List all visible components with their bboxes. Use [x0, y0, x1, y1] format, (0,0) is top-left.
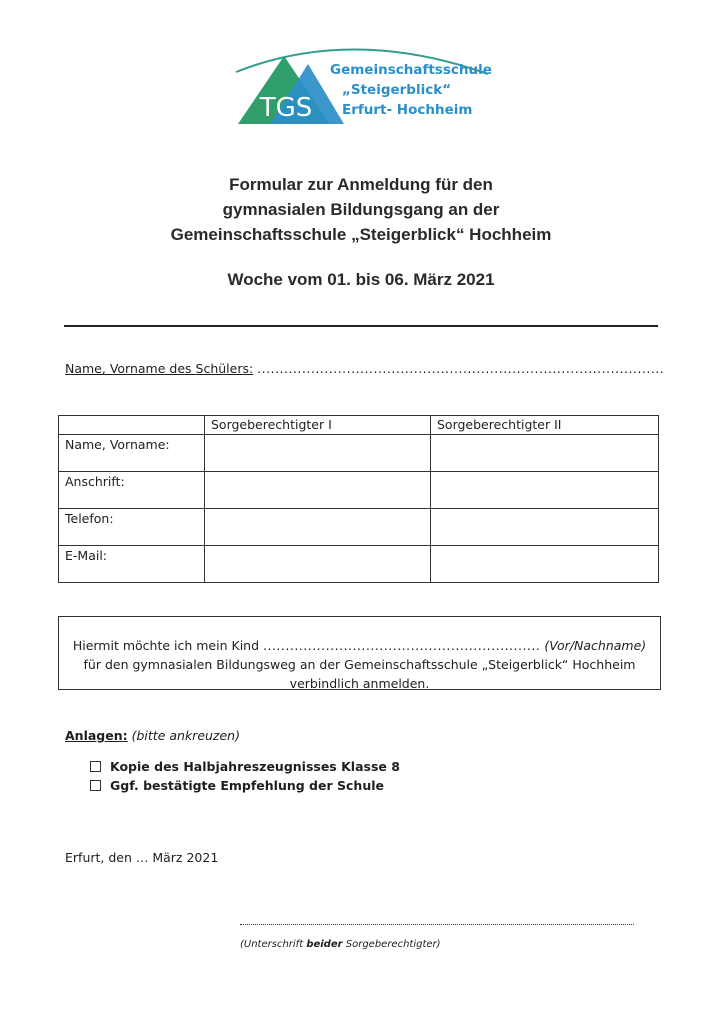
registration-line-1: [59, 636, 660, 655]
signature-caption-pre: (Unterschrift: [240, 939, 307, 950]
guardian-1-name-field[interactable]: [205, 435, 431, 472]
guardian-2-email-field[interactable]: [431, 546, 659, 583]
form-title-line1: Formular zur Anmeldung für den: [229, 175, 493, 194]
attachments-label: Anlagen:: [65, 728, 128, 743]
guardian-table: [58, 415, 659, 583]
row-label-address: Anschrift:: [59, 472, 205, 509]
attachments-heading: [65, 728, 240, 743]
logo-school-name: „Steigerblick“: [342, 82, 452, 98]
form-week: Woche vom 01. bis 06. März 2021: [227, 270, 495, 289]
guardian-2-address-field[interactable]: [431, 472, 659, 509]
guardian-2-name-field[interactable]: [431, 435, 659, 472]
form-title-line2: gymnasialen Bildungsgang an der: [222, 200, 500, 219]
student-name-row: [65, 361, 664, 376]
child-name-field[interactable]: ..............................................................: [263, 638, 541, 653]
child-name-hint: (Vor/Nachname): [540, 638, 647, 653]
guardian-1-phone-field[interactable]: [205, 509, 431, 546]
registration-statement-box: [58, 616, 661, 690]
registration-line-3: verbindlich anmelden.: [289, 676, 430, 691]
place-date: Erfurt, den … März 2021: [65, 850, 219, 865]
guardian-1-address-field[interactable]: [205, 472, 431, 509]
table-header-row: [59, 416, 659, 435]
signature-caption-bold: beider: [306, 939, 343, 950]
report-card-label: Kopie des Halbjahreszeugnisses Klasse 8: [110, 759, 400, 774]
logo-location: Erfurt- Hochheim: [342, 102, 473, 118]
recommendation-label: Ggf. bestätigte Empfehlung der Schule: [110, 778, 384, 793]
signature-caption-post: Sorgeberechtigter): [342, 939, 441, 950]
list-item: [90, 778, 384, 793]
signature-caption: [240, 939, 441, 950]
guardian-2-phone-field[interactable]: [431, 509, 659, 546]
logo-initials: TGS: [259, 93, 313, 123]
guardian-1-email-field[interactable]: [205, 546, 431, 583]
registration-intro: Hiermit möchte ich mein Kind: [72, 638, 263, 653]
row-label-phone: Telefon:: [59, 509, 205, 546]
title-divider: [64, 325, 658, 327]
recommendation-checkbox[interactable]: [90, 780, 101, 791]
signature-field[interactable]: [240, 924, 634, 925]
student-name-label: Name, Vorname des Schülers:: [65, 361, 254, 376]
table-row: [59, 546, 659, 583]
logo-school-type: Gemeinschaftsschule: [330, 62, 492, 78]
student-name-field[interactable]: ...........................................................................................: [257, 361, 665, 376]
table-corner-cell: [59, 416, 205, 435]
table-row: [59, 472, 659, 509]
report-card-checkbox[interactable]: [90, 761, 101, 772]
form-title-line3: Gemeinschaftsschule „Steigerblick“ Hochheim: [170, 225, 552, 244]
registration-line-2: für den gymnasialen Bildungsweg an der Gemeinschaftsschule „Steigerblick“ Hochheim: [83, 657, 636, 672]
col-guardian-1: Sorgeberechtigter I: [205, 416, 431, 435]
attachments-hint: (bitte ankreuzen): [131, 728, 240, 743]
table-row: [59, 509, 659, 546]
row-label-name: Name, Vorname:: [59, 435, 205, 472]
col-guardian-2: Sorgeberechtigter II: [431, 416, 659, 435]
list-item: [90, 759, 400, 774]
table-row: [59, 435, 659, 472]
row-label-email: E-Mail:: [59, 546, 205, 583]
